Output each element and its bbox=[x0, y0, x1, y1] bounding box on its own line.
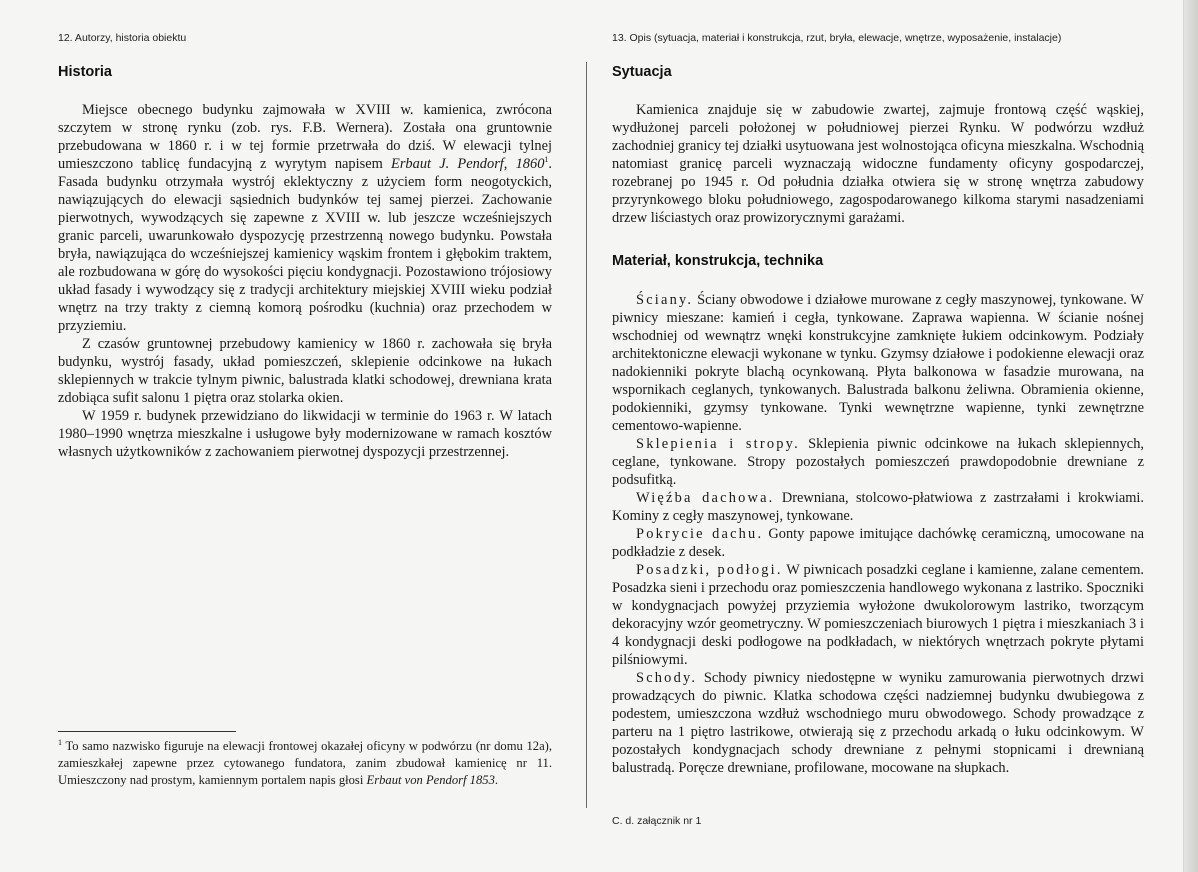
item-stairs: Schody. Schody piwnicy niedostępne w wyniku zamurowania pierwotnych drzwi prowadzących do piwnic. Klatka schodowa części nadziemnej budynku dwubiegowa z podestem, umieszczona wzdłuż wschodniego muru obwodowego. Schody prowadzące z parteru na 1 piętro lastrikowe, otwierają się z przechodu arkadą o łuku odcinkowym. W pozostałych kondygnacjach schody drewniane z pełnymi stopnicami i drewnianą balustradą. Poręcze drewniane, profilowane, mocowane na słupkach. bbox=[612, 670, 1144, 776]
item-walls: Ściany. Ściany obwodowe i działowe murowane z cegły maszynowej, tynkowane. W piwnicy mieszane: kamień i cegła, tynkowane. Zaprawa wapienna. W ścianie nośnej wschodniej od wewnątrz wnęki konstrukcyjne zamknięte łukiem odcinkowym. Podziały architektoniczne elewacji wykonane w tynku. Gzymsy działowe i podokienne elewacji oraz nadokienniki pokryte blachą ocynkowaną. Płyta balkonowa w fasadzie murowana, na wspornikach ceglanych, tynkowanych. Balustrada balkonu żeliwna. Obramienia okienne, podokienniki, gzymsy tynkowane. Tynki wewnętrzne wapienne, tynki zewnętrzne cementowo-wapienne. bbox=[612, 292, 1144, 434]
column-divider bbox=[586, 62, 587, 808]
history-title: Historia bbox=[58, 64, 112, 80]
material-text bbox=[612, 291, 1144, 777]
footnote-rule bbox=[58, 731, 236, 732]
item-floors: Posadzki, podłogi. W piwnicach posadzki ceglane i kamienne, zalane cementem. Posadzka sieni i przechodu oraz pomieszczenia handlowego wykonana z lastriko. Spoczniki w kondygnacjach powyżej przyziemia wyłożone dwukolorowym lastriko, tworzącym dekoracyjny wzór geometryczny. W pomieszczeniach biurowych 1 piętra i mieszkaniach 3 i 4 kondygnacji deski podłogowe na podkładach, w niektórych wnętrzach pokryte płytami pilśniowymi. bbox=[612, 562, 1145, 668]
right-header: 13. Opis (sytuacja, materiał i konstrukcja, rzut, bryła, elewacje, wnętrze, wyposażenie, instalacje) bbox=[612, 32, 1062, 44]
item-roofing: Pokrycie dachu. Gonty papowe imitujące dachówkę ceramiczną, umocowane na podkładzie z desek. bbox=[612, 526, 1144, 560]
history-paragraph-2: Z czasów gruntownej przebudowy kamienicy w 1860 r. zachowała się bryła budynku, wystrój fasady, układ pomieszczeń, sklepienie odcinkowe na łukach sklepiennych w trakcie tylnym piwnic, balustrada klatki schodowej, drewniana krata zdobiąca sufit salonu 1 piętra oraz stolarka okien. bbox=[58, 336, 552, 406]
item-roof-truss: Więźba dachowa. Drewniana, stolcowo-płatwiowa z zastrzałami i krokwiami. Kominy z cegły maszynowej, tynkowane. bbox=[612, 490, 1145, 524]
item-vaults: Sklepienia i stropy. Sklepienia piwnic odcinkowe na łukach sklepiennych, ceglane, tynkowane. Stropy pozostałych pomieszczeń prawdopodobnie drewniane z podsufitką. bbox=[612, 436, 1144, 488]
page-edge bbox=[1183, 0, 1198, 872]
history-paragraph-3: W 1959 r. budynek przewidziano do likwidacji w terminie do 1963 r. W latach 1980–1990 wnętrza mieszkalne i usługowe były modernizowane w ramach kosztów własnych użytkowników z zachowaniem pierwotnej dyspozycji przestrzennej. bbox=[58, 408, 552, 460]
history-paragraph-1: Miejsce obecnego budynku zajmowała w XVIII w. kamienica, zwrócona szczytem w stronę rynku (zob. rys. F.B. Wernera). Została ona gruntownie przebudowana w 1860 r. i w tej formie przetrwała do dziś. W elewacji tylnej umieszczono tablicę fundacyjną z wyrytym napisem Erbaut J. Pendorf, 1860$^1$. Fasada budynku otrzymała wystrój eklektyczny z użyciem form neogotyckich, nawiązujących do elewacji sąsiednich budynków tej samej pierzei. Zachowanie pierwotnych, wywodzących się zapewne z XVIII w. lub jeszcze wcześniejszych granic parceli, uwarunkowało dyspozycję przestrzenną nowego budynku. Powstała bryła, nawiązująca do wcześniejszej kamienicy wąskim frontem i głębokim traktem, ale rozbudowana w górę do wysokości pięciu kondygnacji. Pozostawiono trójosiowy układ fasady i wywodzący się z tradycji architektury miejskiej XVIII wieku podział wnętrz na trzy trakty z ciemną komorą pośrodku (kuchnia) oraz przechodem w przyziemiu. bbox=[58, 102, 552, 334]
situation-title: Sytuacja bbox=[612, 64, 672, 80]
attachment-note: C. d. załącznik nr 1 bbox=[612, 815, 702, 827]
material-title: Materiał, konstrukcja, technika bbox=[612, 253, 824, 269]
left-header: 12. Autorzy, historia obiektu bbox=[58, 32, 187, 44]
footnote: $^1$ To samo nazwisko figuruje na elewacji frontowej okazałej oficyny w podwórzu (nr domu 12a), zamieszkałej zapewne przez cytowanego fundatora, zanim zbudował kamienicę nr 11. Umieszczony nad prostym, kamiennym portalem napis głosi Erbaut von Pendorf 1853. bbox=[58, 737, 552, 787]
situation-text: Kamienica znajduje się w zabudowie zwartej, zajmuje frontową część wąskiej, wydłużonej parceli położonej w południowej pierzei Rynku. W podwórzu wzdłuż zachodniej granicy tej działki usytuowana jest wolnostojąca oficyna mieszkalna. Wschodnią natomiast granicę parceli wyznaczają widoczne fundamenty oficyny gospodarczej, rozebranej po 1945 r. Od południa działka otwiera się w stronę wnętrza zabudowy przyrynkowego bloku południowego, zagospodarowanego kilkoma starymi nasadzeniami drzew liściastych oraz prowizorycznymi garażami. bbox=[612, 102, 1145, 226]
history-text bbox=[58, 101, 552, 461]
